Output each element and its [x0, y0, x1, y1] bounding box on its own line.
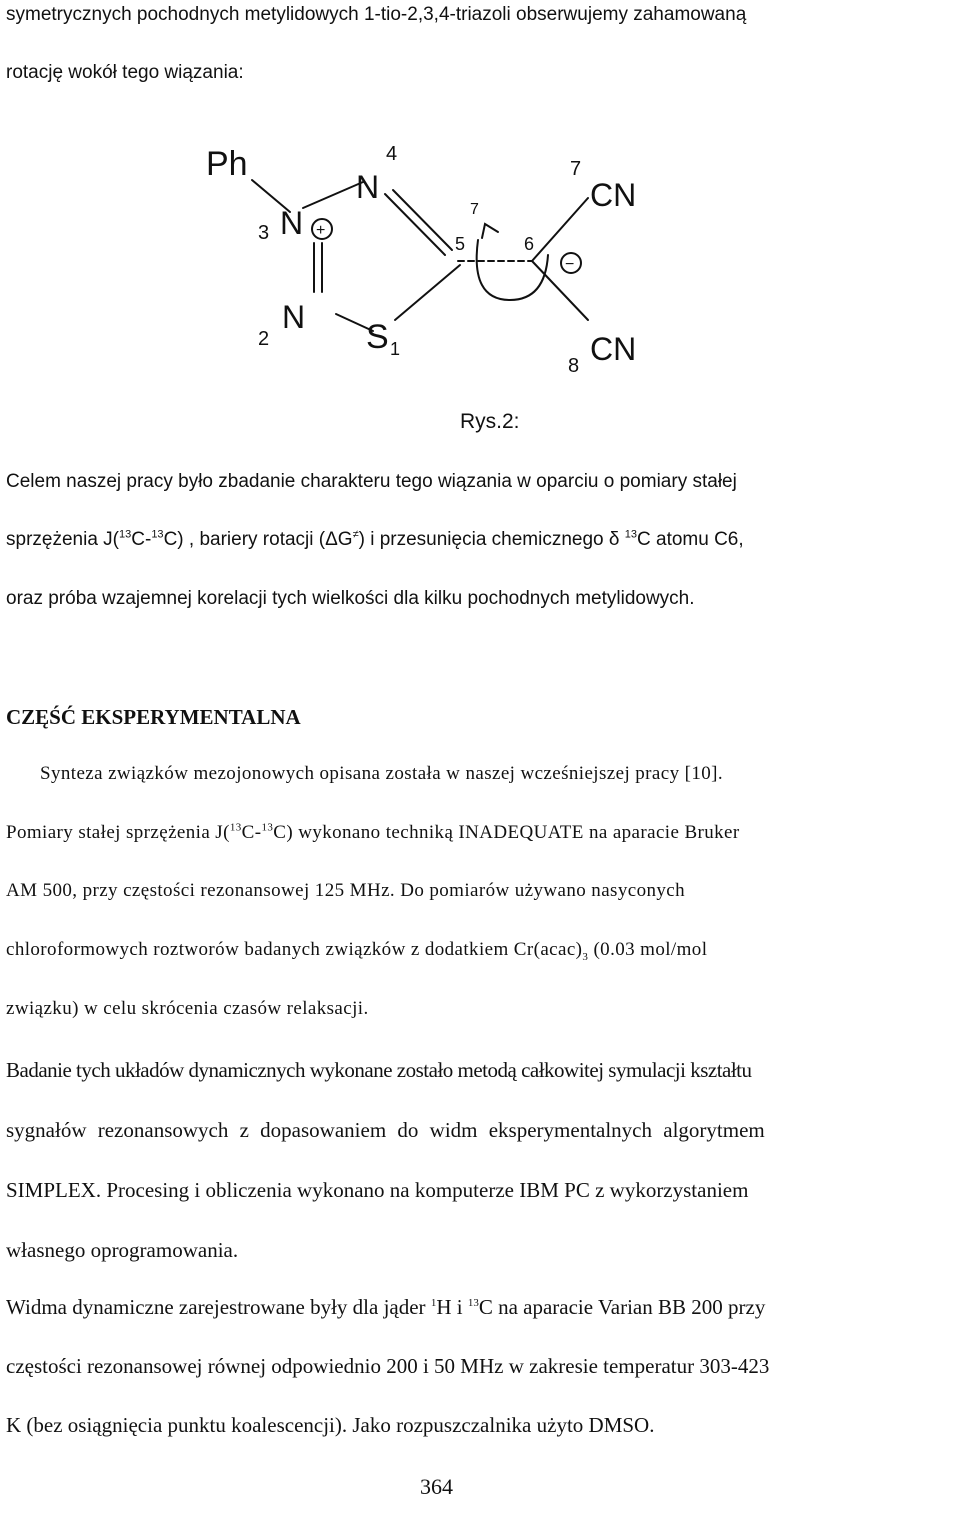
para2-line-5: związku) w celu skrócenia czasów relaksacji.: [6, 998, 369, 1019]
atom-cn-bottom: CN: [590, 331, 637, 367]
locant-5: 5: [455, 234, 466, 254]
locant-8: 8: [568, 355, 580, 377]
intro-line-1: symetrycznych pochodnych metylidowych 1-tio-2,3,4-triazoli obserwujemy zahamowaną: [6, 4, 747, 25]
atom-n4: N: [356, 169, 380, 205]
chemical-structure: [0, 0, 960, 400]
ph-label: Ph: [206, 145, 248, 183]
atom-n2: N: [282, 299, 306, 335]
plus-charge: +: [316, 222, 326, 239]
para2-line-2: Pomiary stałej sprzężenia J($^{13}$C-$^{13}$C) wykonano techniką INADEQUATE na aparacie Bruker: [6, 821, 740, 843]
locant-1: 1: [390, 339, 401, 359]
para4-line-1: Widma dynamiczne zarejestrowane były dla jąder $^1$H i $^{13}$C na aparacie Varian BB 200 przy: [6, 1295, 766, 1319]
minus-charge: −: [565, 256, 575, 273]
locant-3: 3: [258, 222, 270, 244]
para3-line-4: własnego oprogramowania.: [6, 1238, 239, 1262]
para1-line-3: oraz próba wzajemnej korelacji tych wielkości dla kilku pochodnych metylidowych.: [6, 588, 695, 609]
atom-cn-top: CN: [590, 177, 637, 213]
para1-line-1: Celem naszej pracy było zbadanie charakteru tego wiązania w oparciu o pomiary stałej: [6, 471, 737, 492]
para2-line-3: AM 500, przy częstości rezonansowej 125 MHz. Do pomiarów używano nasyconych: [6, 880, 685, 901]
locant-7-arrow: 7: [470, 201, 479, 218]
page-number: 364: [420, 1474, 453, 1499]
locant-4: 4: [386, 143, 398, 165]
para2-line-4: chloroformowych roztworów badanych związków z dodatkiem $Cr(acac)_3$ (0.03 mol/mol: [6, 939, 708, 963]
figure-caption: Rys.2:: [460, 410, 520, 433]
locant-6: 6: [524, 234, 535, 254]
section-heading: CZĘŚĆ EKSPERYMENTALNA: [6, 705, 301, 729]
locant-2: 2: [258, 328, 270, 350]
para1-line-2: sprzężenia J($^{13}$C-$^{13}$C) , bariery rotacji (ΔG≠) i przesunięcia chemicznego δ $^{13}$C atomu C6,: [6, 528, 744, 550]
locant-7: 7: [570, 158, 582, 180]
para3-line-2: sygnałów rezonansowych z dopasowaniem do widm eksperymentalnych algorytmem: [6, 1118, 765, 1142]
para2-line-1: Synteza związków mezojonowych opisana została w naszej wcześniejszej pracy [10].: [40, 763, 724, 784]
atom-n3: N: [280, 205, 304, 241]
para4-line-2: częstości rezonansowej równej odpowiednio 200 i 50 MHz w zakresie temperatur 303-423: [6, 1354, 770, 1378]
para3-line-1: Badanie tych układów dynamicznych wykonane zostało metodą całkowitej symulacji kształtu: [6, 1058, 752, 1082]
atom-s1: S: [366, 318, 389, 356]
para4-line-3: K (bez osiągnięcia punktu koalescencji). Jako rozpuszczalnika użyto DMSO.: [6, 1413, 655, 1437]
para3-line-3: SIMPLEX. Procesing i obliczenia wykonano na komputerze IBM PC z wykorzystaniem: [6, 1178, 749, 1202]
intro-line-2: rotację wokół tego wiązania:: [6, 62, 244, 83]
